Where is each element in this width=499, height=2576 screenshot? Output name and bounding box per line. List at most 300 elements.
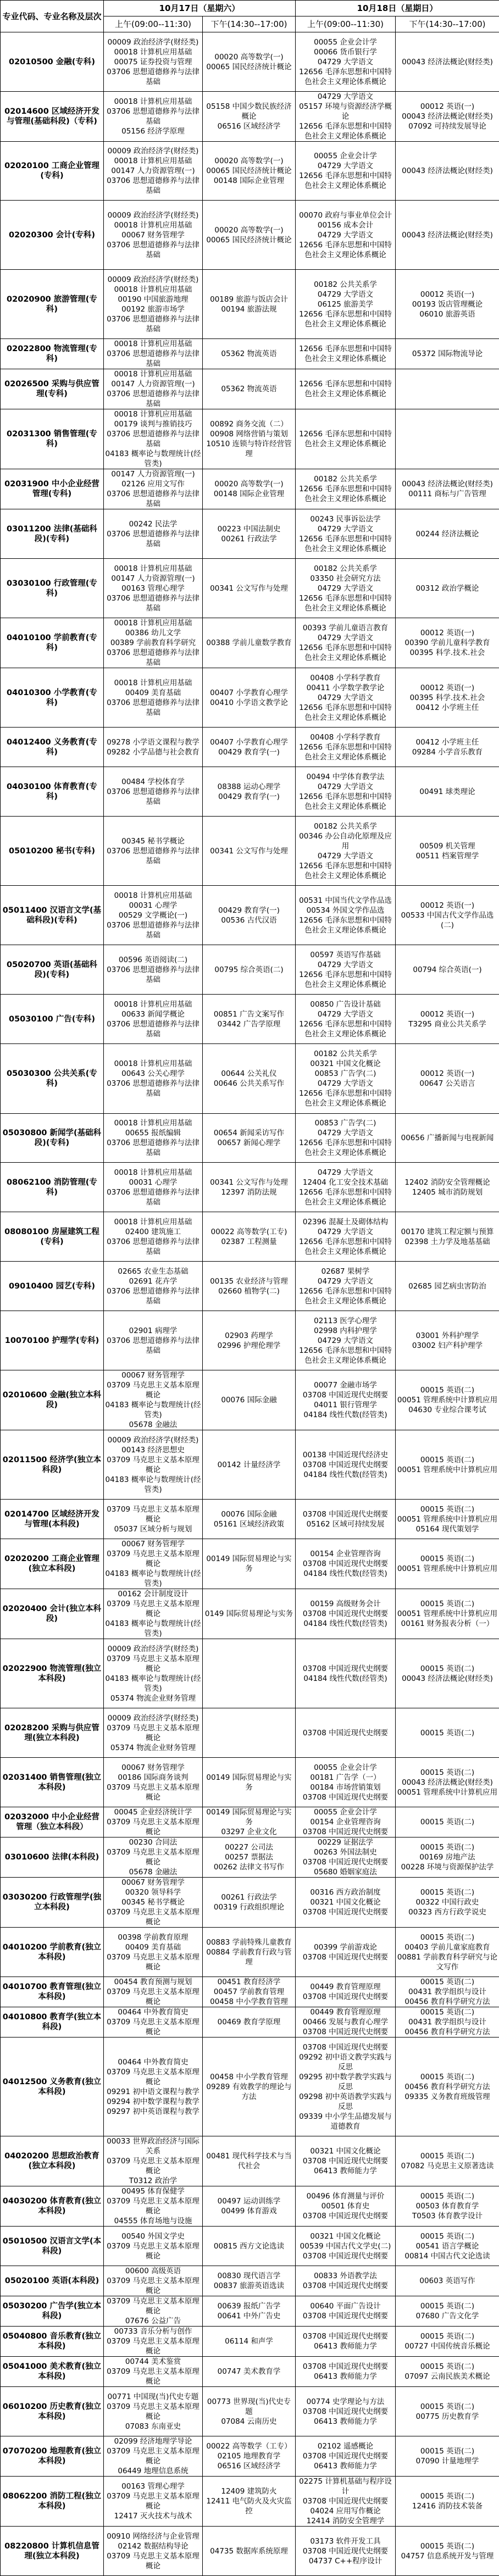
header-day1: 10月17日（星期六） bbox=[104, 1, 296, 16]
course-item: 03708 中国近现代史纲要 bbox=[297, 2407, 394, 2417]
major-name: 04012400 义务教育(专科) bbox=[1, 728, 104, 767]
course-item: 00051 管理系统中计算机应用 bbox=[397, 1787, 498, 1797]
course-item: 00043 经济法概论(财经类) bbox=[397, 1778, 498, 1787]
course-item: 03709 马克思主义基本原理概论 bbox=[105, 2336, 201, 2356]
course-item: 00853 广告学(二) bbox=[297, 1118, 394, 1128]
session-cell-d2am bbox=[296, 1837, 396, 1878]
session-cell-d2am bbox=[296, 2266, 396, 2296]
course-item: 12656 毛泽东思想和中国特色社会主义理论体系概论 bbox=[297, 1089, 394, 1108]
course-item: 00388 学前儿童数学教育 bbox=[204, 638, 294, 648]
course-item: 03706 思想道德修养与法律基础 bbox=[105, 314, 201, 334]
course-item: 04630 专业综合课考试 bbox=[397, 1405, 498, 1415]
session-cell-d1am bbox=[104, 2296, 203, 2327]
session-cell-d2pm bbox=[396, 92, 499, 142]
course-item: 00192 旅游市场学 bbox=[105, 304, 201, 314]
course-item: 12417 灭火技术与战术 bbox=[105, 2511, 201, 2521]
course-item: 00398 学前教育原理 bbox=[105, 1933, 201, 1942]
course-item: 04729 大学语文 bbox=[297, 851, 394, 861]
session-cell-d1am bbox=[104, 886, 203, 945]
session-cell-d2pm bbox=[396, 2527, 499, 2576]
session-cell-d1am bbox=[104, 2387, 203, 2436]
course-item: 06125 旅游美学 bbox=[297, 299, 394, 309]
session-cell-d2pm bbox=[396, 409, 499, 469]
course-item: 03350 社会研究方法 bbox=[297, 574, 394, 584]
table-row bbox=[1, 2266, 499, 2296]
major-name: 04030100 体育教育(专科) bbox=[1, 767, 104, 817]
course-item: 00018 计算机应用基础 bbox=[105, 564, 201, 574]
session-cell-d2am bbox=[296, 767, 396, 817]
course-item: 09298 初中英语教学实践与反思 bbox=[297, 2092, 394, 2112]
course-item: 02099 经济地理学导论 bbox=[105, 2436, 201, 2446]
course-item: 00182 公共关系学 bbox=[297, 474, 394, 484]
course-item: 00244 经济法概论 bbox=[397, 529, 498, 539]
course-item: 12411 电气防火及火灾监控 bbox=[204, 2496, 294, 2516]
course-item: 00456 教育科学研究方法 bbox=[397, 2082, 498, 2092]
course-item: 00341 公文写作与处理 bbox=[204, 846, 294, 856]
session-cell-d1pm bbox=[203, 817, 296, 886]
course-item: 00633 新闻学概论 bbox=[105, 1009, 201, 1019]
course-item: 00509 机关管理 bbox=[397, 841, 498, 851]
course-item: 03706 思想道德修养与法律基础 bbox=[105, 920, 201, 940]
table-row bbox=[1, 32, 499, 92]
course-item: 03706 思想道德修养与法律基础 bbox=[105, 67, 201, 87]
course-item: 03708 中国近现代史纲要 bbox=[297, 2362, 394, 2372]
session-cell-d2pm bbox=[396, 469, 499, 509]
course-item: 02102 遥感概论 bbox=[297, 2441, 394, 2451]
major-name: 04030200 体育教育(独立本科段) bbox=[1, 2186, 104, 2227]
course-item: 12656 毛泽东思想和中国特色社会主义理论体系概论 bbox=[297, 593, 394, 613]
course-item: 00018 计算机应用基础 bbox=[105, 891, 201, 901]
session-cell-d2am bbox=[296, 201, 396, 270]
table-row bbox=[1, 1212, 499, 1262]
major-name: 06010200 历史教育(独立本科段) bbox=[1, 2387, 104, 2436]
course-item: 00597 英语写作基础 bbox=[297, 950, 394, 960]
course-item: 12656 毛泽东思想和中国特色社会主义理论体系概论 bbox=[297, 970, 394, 990]
table-row bbox=[1, 469, 499, 509]
session-cell-d1pm bbox=[203, 92, 296, 142]
course-item: 00341 公文写作与处理 bbox=[204, 584, 294, 593]
course-item: 04184 线性代数(经管类) bbox=[297, 1619, 394, 1629]
course-item: 05037 区域分析与规划 bbox=[105, 1524, 201, 1534]
course-item: 07676 公益广告 bbox=[105, 2316, 201, 2326]
table-row bbox=[1, 201, 499, 270]
table-row bbox=[1, 142, 499, 201]
session-cell-d1pm bbox=[203, 1539, 296, 1589]
course-item: 00018 计算机应用基础 bbox=[105, 1217, 201, 1227]
course-item: 00009 政治经济学(财经类) bbox=[105, 1713, 201, 1723]
course-item: 00643 公关心理学 bbox=[105, 1069, 201, 1079]
course-item: 06413 教师能力学 bbox=[297, 2372, 394, 2381]
session-cell-d1pm bbox=[203, 1212, 296, 1262]
course-item: 00015 英语(二) bbox=[397, 2191, 498, 2201]
table-row bbox=[1, 339, 499, 369]
course-item: 00533 中国古代文学作品选(二) bbox=[397, 911, 498, 930]
course-item: 03708 中国近现代史纲要 bbox=[297, 2281, 394, 2291]
course-item: 00015 英语(二) bbox=[397, 1599, 498, 1609]
course-item: 05162 区域可持续发展 bbox=[297, 1519, 394, 1529]
course-item: 00429 教育学(一) bbox=[204, 747, 294, 757]
major-name: 02031400 销售管理(独立本科段) bbox=[1, 1758, 104, 1807]
course-item: 03002 妇产科护理学 bbox=[397, 1341, 498, 1351]
course-item: 00194 旅游法规 bbox=[204, 304, 294, 314]
course-item: 00076 国际金融 bbox=[204, 1509, 294, 1519]
session-cell-d2pm bbox=[396, 1977, 499, 2007]
course-item: 03709 马克思主义基本原理概论 bbox=[105, 1817, 201, 1837]
course-item: 00908 网络营销与策划 bbox=[204, 429, 294, 439]
session-cell-d1pm bbox=[203, 2038, 296, 2136]
course-item: 04183 概率论与数理统计(经管类) bbox=[105, 1569, 201, 1589]
course-item: 04011 银行管理学 bbox=[297, 1400, 394, 1410]
course-item: 05164 现代策划学 bbox=[397, 1524, 498, 1534]
session-cell-d1am bbox=[104, 469, 203, 509]
course-item: 00850 广告设计基础 bbox=[297, 1000, 394, 1009]
course-item: 00066 货币银行学 bbox=[297, 47, 394, 57]
course-item: 07090 计量地理学 bbox=[397, 2456, 498, 2466]
course-item: 00009 政治经济学(财经类) bbox=[105, 146, 201, 156]
course-item: 00851 广告文案写作 bbox=[204, 1009, 294, 1019]
course-item: 00320 领导科学 bbox=[105, 1887, 201, 1897]
header-day2: 10月18日（星期日） bbox=[296, 1, 499, 16]
session-cell-d2am bbox=[296, 1977, 396, 2007]
course-item: 05158 中国少数民族经济概论 bbox=[204, 102, 294, 121]
course-item: 00182 公共关系学 bbox=[297, 1049, 394, 1059]
course-item: 00009 政治经济学(财经类) bbox=[105, 37, 201, 47]
course-item: 02691 花卉学 bbox=[105, 1276, 201, 1286]
course-item: 03706 思想道德修养与法律基础 bbox=[105, 176, 201, 196]
table-row bbox=[1, 2007, 499, 2038]
session-cell-d1pm bbox=[203, 618, 296, 668]
course-item: 03706 思想道德修养与法律基础 bbox=[105, 429, 201, 449]
session-cell-d1pm bbox=[203, 2327, 296, 2357]
course-item: 00727 中国传统音乐概论 bbox=[397, 2341, 498, 2351]
table-row bbox=[1, 559, 499, 618]
table-row bbox=[1, 1539, 499, 1589]
major-name: 02031300 销售管理(专科) bbox=[1, 409, 104, 469]
course-item: 04737 C++程序设计 bbox=[297, 2556, 394, 2566]
course-item: 00529 文学概论(一) bbox=[105, 911, 201, 920]
course-item: 04729 大学语文 bbox=[297, 782, 394, 792]
course-item: 00263 外国法制史 bbox=[297, 1847, 394, 1857]
course-item: 00409 美育基础 bbox=[105, 1942, 201, 1952]
course-item: 03708 中国近现代史纲要 bbox=[297, 1460, 394, 1470]
course-item: 07680 广告文化学 bbox=[397, 2311, 498, 2321]
major-name: 02026500 采购与供应管理(专科) bbox=[1, 369, 104, 409]
course-item: 03709 马克思主义基本原理概论 bbox=[105, 2156, 201, 2176]
course-item: 00182 公共关系学 bbox=[297, 280, 394, 290]
session-cell-d2am bbox=[296, 2296, 396, 2327]
session-cell-d2pm bbox=[396, 1878, 499, 1928]
course-item: 09292 初中语文教学实践与反思 bbox=[297, 2052, 394, 2072]
session-cell-d2pm bbox=[396, 618, 499, 668]
major-name: 05020100 英语(本科段) bbox=[1, 2266, 104, 2296]
session-cell-d1am bbox=[104, 1977, 203, 2007]
course-item: 00051 管理系统中计算机应用 bbox=[397, 1465, 498, 1475]
session-cell-d1am bbox=[104, 142, 203, 201]
course-item: 00163 管理心理学 bbox=[105, 584, 201, 593]
course-item: 00230 合同法 bbox=[105, 1837, 201, 1847]
major-name: 02031900 中小企业经营管理(专科) bbox=[1, 469, 104, 509]
course-item: 00012 英语(一) bbox=[397, 290, 498, 299]
course-item: 06114 和声学 bbox=[204, 2336, 294, 2346]
session-cell-d2am bbox=[296, 1878, 396, 1928]
session-cell-d1pm bbox=[203, 2136, 296, 2186]
course-item: 03706 思想道德修养与法律基础 bbox=[105, 698, 201, 718]
course-item: 00012 英语(一) bbox=[397, 901, 498, 911]
course-item: 03709 马克思主义基本原理概论 bbox=[105, 1504, 201, 1524]
course-item: 04184 线性代数(经管类) bbox=[297, 1470, 394, 1480]
course-item: 00531 中国当代文学作品选 bbox=[297, 896, 394, 906]
course-item: 00051 管理系统中计算机应用 bbox=[397, 1514, 498, 1524]
session-cell-d1pm bbox=[203, 409, 296, 469]
course-item: 00223 中国法制史 bbox=[204, 524, 294, 534]
table-row bbox=[1, 1837, 499, 1878]
course-item: 00242 民法学 bbox=[105, 519, 201, 529]
session-cell-d2pm bbox=[396, 2296, 499, 2327]
course-item: 00534 外国文学作品选 bbox=[297, 906, 394, 915]
course-item: 04729 大学语文 bbox=[297, 693, 394, 703]
table-row bbox=[1, 945, 499, 995]
session-cell-d1pm bbox=[203, 1807, 296, 1837]
session-cell-d2pm bbox=[396, 1539, 499, 1589]
table-row bbox=[1, 1708, 499, 1758]
course-item: 00600 高级英语 bbox=[105, 2266, 201, 2276]
session-cell-d1pm bbox=[203, 1928, 296, 1977]
session-cell-d1am bbox=[104, 2527, 203, 2576]
course-item: 00910 网络经济与企业管理 bbox=[105, 2531, 201, 2541]
course-item: 06010 旅游英语 bbox=[397, 309, 498, 319]
session-cell-d1pm bbox=[203, 2186, 296, 2227]
course-item: 03709 马克思主义基本原理概论 bbox=[105, 1952, 201, 1972]
course-item: 00496 体育测量与评价 bbox=[297, 2191, 394, 2201]
course-item: 03706 思想道德修养与法律基础 bbox=[105, 787, 201, 807]
course-item: 09282 小学品德与社会教育 bbox=[105, 747, 201, 757]
session-cell-d2pm bbox=[396, 1430, 499, 1500]
course-item: 02275 计算机基础与程序设计 bbox=[297, 2477, 394, 2496]
course-item: 00644 公关礼仪 bbox=[204, 1069, 294, 1079]
course-item: 00015 英语(二) bbox=[397, 1504, 498, 1514]
course-item: 00346 办公自动化原理及应用 bbox=[297, 831, 394, 851]
course-item: 00018 计算机应用基础 bbox=[105, 339, 201, 349]
course-item: 03706 思想道德修养与法律基础 bbox=[105, 107, 201, 126]
course-item: 00065 国民经济统计概论 bbox=[204, 62, 294, 72]
session-cell-d2am bbox=[296, 92, 396, 142]
course-item: 00018 计算机应用基础 bbox=[105, 618, 201, 628]
session-cell-d1am bbox=[104, 618, 203, 668]
session-cell-d2am bbox=[296, 1262, 396, 1311]
course-item: 12416 消防技术装备 bbox=[397, 2501, 498, 2511]
course-item: 00031 心理学 bbox=[105, 1178, 201, 1187]
course-item: 00501 体育史 bbox=[297, 2201, 394, 2211]
major-name: 04020200 思想政治教育(独立本科段) bbox=[1, 2136, 104, 2186]
table-row bbox=[1, 1758, 499, 1807]
course-item: 00169 房地产法 bbox=[397, 1852, 498, 1862]
course-item: 00815 西方文论选读 bbox=[204, 2241, 294, 2251]
course-item: 02687 果树学 bbox=[297, 1267, 394, 1276]
course-item: 02685 园艺病虫害防治 bbox=[397, 1281, 498, 1291]
course-item: 00193 饭店管理概论 bbox=[397, 299, 498, 309]
session-cell-d2am bbox=[296, 142, 396, 201]
course-item: 03709 马克思主义基本原理概论 bbox=[105, 1907, 201, 1927]
session-cell-d1pm bbox=[203, 995, 296, 1044]
session-cell-d1am bbox=[104, 2327, 203, 2357]
session-cell-d1am bbox=[104, 2038, 203, 2136]
major-name: 05030200 广告学(独立本科段) bbox=[1, 2296, 104, 2327]
course-item: 03709 马克思主义基本原理概论 bbox=[105, 2067, 201, 2087]
session-cell-d2am bbox=[296, 945, 396, 995]
session-cell-d2am bbox=[296, 2357, 396, 2387]
course-item: 00135 农业经济与管理 bbox=[204, 1276, 294, 1286]
major-name: 04010100 学前教育(专科) bbox=[1, 618, 104, 668]
course-item: 12656 毛泽东思想和中国特色社会主义理论体系概论 bbox=[297, 643, 394, 663]
course-item: 00409 美育基础 bbox=[105, 688, 201, 698]
course-item: 00390 学前儿童科学教育 bbox=[397, 638, 498, 648]
session-cell-d2am bbox=[296, 1430, 396, 1500]
course-item: 12656 毛泽东思想和中国特色社会主义理论体系概论 bbox=[297, 1286, 394, 1306]
course-item: 00395 科学.技术.社会 bbox=[397, 648, 498, 658]
course-item: 07082 马克思主义原著选读 bbox=[397, 2161, 498, 2171]
course-item: 00018 计算机应用基础 bbox=[105, 156, 201, 166]
session-cell-d2pm bbox=[396, 767, 499, 817]
course-item: 03709 马克思主义基本原理概论 bbox=[105, 2402, 201, 2422]
session-cell-d1am bbox=[104, 339, 203, 369]
course-item: 03706 思想道德修养与法律基础 bbox=[105, 648, 201, 668]
course-item: 03709 马克思主义基本原理概论 bbox=[105, 2276, 201, 2296]
course-item: 03708 中国近现代史纲要 bbox=[297, 2027, 394, 2037]
course-item: 12404 化工安全技术基础 bbox=[297, 1178, 394, 1187]
course-item: 05157 环境与资源经济学概论 bbox=[297, 102, 394, 121]
session-cell-d1pm bbox=[203, 201, 296, 270]
course-item: 00469 教育学原理 bbox=[204, 2017, 294, 2027]
major-name: 02022900 物流管理(独立本科段) bbox=[1, 1639, 104, 1708]
session-cell-d2pm bbox=[396, 995, 499, 1044]
session-cell-d2pm bbox=[396, 1262, 499, 1311]
course-item: 00015 英语(二) bbox=[397, 1554, 498, 1564]
session-cell-d2am bbox=[296, 2477, 396, 2527]
course-item: 00429 教育学(一) bbox=[204, 792, 294, 802]
major-name: 04010800 教育学(独立本科段) bbox=[1, 2007, 104, 2038]
course-item: 00431 教学组织与设计 bbox=[397, 2017, 498, 2027]
course-item: 03708 中国近现代史纲要 bbox=[297, 1857, 394, 1867]
course-item: 00015 英语(二) bbox=[397, 2007, 498, 2017]
session-cell-d1am bbox=[104, 409, 203, 469]
course-item: 00399 学前游戏论 bbox=[297, 1942, 394, 1952]
course-item: 05374 物流企业财务管理 bbox=[105, 1743, 201, 1753]
course-item: 04729 大学语文 bbox=[297, 57, 394, 67]
session-cell-d1pm bbox=[203, 1311, 296, 1370]
session-cell-d1am bbox=[104, 369, 203, 409]
course-item: 00449 教育管理原理 bbox=[297, 2007, 394, 2017]
session-cell-d1pm bbox=[203, 2387, 296, 2436]
course-item: 12409 建筑防火 bbox=[204, 2486, 294, 2496]
table-row bbox=[1, 995, 499, 1044]
course-item: 00015 英语(二) bbox=[397, 1887, 498, 1897]
course-item: 00015 英语(二) bbox=[397, 2402, 498, 2412]
session-cell-d2am bbox=[296, 1500, 396, 1539]
table-row bbox=[1, 1807, 499, 1837]
course-item: T0312 政治学 bbox=[105, 2176, 201, 2186]
table-row bbox=[1, 2527, 499, 2576]
major-name: 05030100 广告(专科) bbox=[1, 995, 104, 1044]
session-cell-d1am bbox=[104, 1539, 203, 1589]
course-item: 00055 企业会计学 bbox=[297, 1763, 394, 1773]
course-item: 04729 大学语文 bbox=[297, 1276, 394, 1286]
course-item: 04729 大学语文 bbox=[297, 92, 394, 102]
session-cell-d1am bbox=[104, 1758, 203, 1807]
course-item: 00261 行政法学 bbox=[204, 534, 294, 544]
course-item: 00322 中国行政史 bbox=[397, 1897, 498, 1907]
course-item: 04183 概率论与数理统计(经管类) bbox=[105, 449, 201, 469]
session-cell-d2am bbox=[296, 1539, 396, 1589]
major-name: 03011200 法律(基础科段)(专科) bbox=[1, 509, 104, 559]
course-item: 00410 小学语文教学论 bbox=[204, 698, 294, 708]
course-item: 05678 金融法 bbox=[105, 1420, 201, 1430]
course-item: 00148 国际企业管理 bbox=[204, 176, 294, 186]
session-cell-d2pm bbox=[396, 1837, 499, 1878]
session-cell-d2am bbox=[296, 339, 396, 369]
session-cell-d2am bbox=[296, 1370, 396, 1430]
course-item: 12656 毛泽东思想和中国特色社会主义理论体系概论 bbox=[297, 1346, 394, 1365]
table-row bbox=[1, 2296, 499, 2327]
course-item: 07092 可持续发展导论 bbox=[397, 121, 498, 131]
course-item: 00067 财务管理学 bbox=[105, 1539, 201, 1549]
major-name: 08062200 消防工程(独立本科段) bbox=[1, 2477, 104, 2527]
course-item: 03709 马克思主义基本原理概论 bbox=[105, 2017, 201, 2037]
course-item: 00454 教育预测与规划 bbox=[105, 1977, 201, 1987]
session-cell-d2pm bbox=[396, 817, 499, 886]
course-item: 02660 植物学(二) bbox=[204, 1286, 294, 1296]
course-item: 00412 小学班主任 bbox=[397, 703, 498, 713]
course-item: 00795 综合英语(二) bbox=[204, 965, 294, 975]
course-item: 04729 大学语文 bbox=[297, 1336, 394, 1346]
course-item: 03708 中国近现代史纲要 bbox=[297, 1827, 394, 1837]
course-item: 00603 英语写作 bbox=[397, 2276, 498, 2286]
session-cell-d2pm bbox=[396, 2266, 499, 2296]
course-item: 00458 中小学教育管理 bbox=[204, 2072, 294, 2082]
course-item: 03706 思想道德修养与法律基础 bbox=[105, 965, 201, 985]
session-cell-d1am bbox=[104, 2477, 203, 2527]
course-item: 00257 票据法 bbox=[204, 1852, 294, 1862]
course-item: 00884 学前教育行政与管理 bbox=[204, 1947, 294, 1967]
course-item: 00067 财务管理学 bbox=[105, 230, 201, 240]
course-item: 12656 毛泽东思想和中国特色社会主义理论体系概论 bbox=[297, 67, 394, 87]
course-item: 00386 幼儿文学 bbox=[105, 628, 201, 638]
course-item: 00015 英语(二) bbox=[397, 2231, 498, 2241]
course-item: 00640 平面广告设计 bbox=[297, 2301, 394, 2311]
header-day2-pm: 下午(14:30--17:00) bbox=[396, 16, 499, 32]
course-item: 00015 英语(二) bbox=[397, 1842, 498, 1852]
course-item: 03706 思想道德修养与法律基础 bbox=[105, 529, 201, 549]
course-item: 03297 企业文化 bbox=[204, 1827, 294, 1837]
course-item: 00656 广播新闻与电视新闻 bbox=[397, 1133, 498, 1143]
course-item: 00747 美术教育学 bbox=[204, 2367, 294, 2377]
course-item: 03706 思想道德修养与法律基础 bbox=[105, 349, 201, 369]
session-cell-d2pm bbox=[396, 1500, 499, 1539]
session-cell-d2pm bbox=[396, 1708, 499, 1758]
session-cell-d1am bbox=[104, 270, 203, 339]
course-item: 00316 西方政治制度 bbox=[297, 1887, 394, 1897]
course-item: 00182 公共关系学 bbox=[297, 821, 394, 831]
major-name: 10070100 护理学(专科) bbox=[1, 1311, 104, 1370]
session-cell-d2pm bbox=[396, 1212, 499, 1262]
session-cell-d1am bbox=[104, 2186, 203, 2227]
table-row bbox=[1, 270, 499, 339]
course-item: 00015 英语(二) bbox=[397, 2151, 498, 2161]
session-cell-d2pm bbox=[396, 2227, 499, 2266]
session-cell-d2am bbox=[296, 469, 396, 509]
course-item: 09297 初中英语课程与教学 bbox=[105, 2107, 201, 2117]
table-row bbox=[1, 668, 499, 728]
course-item: 02903 药理学 bbox=[204, 1331, 294, 1341]
